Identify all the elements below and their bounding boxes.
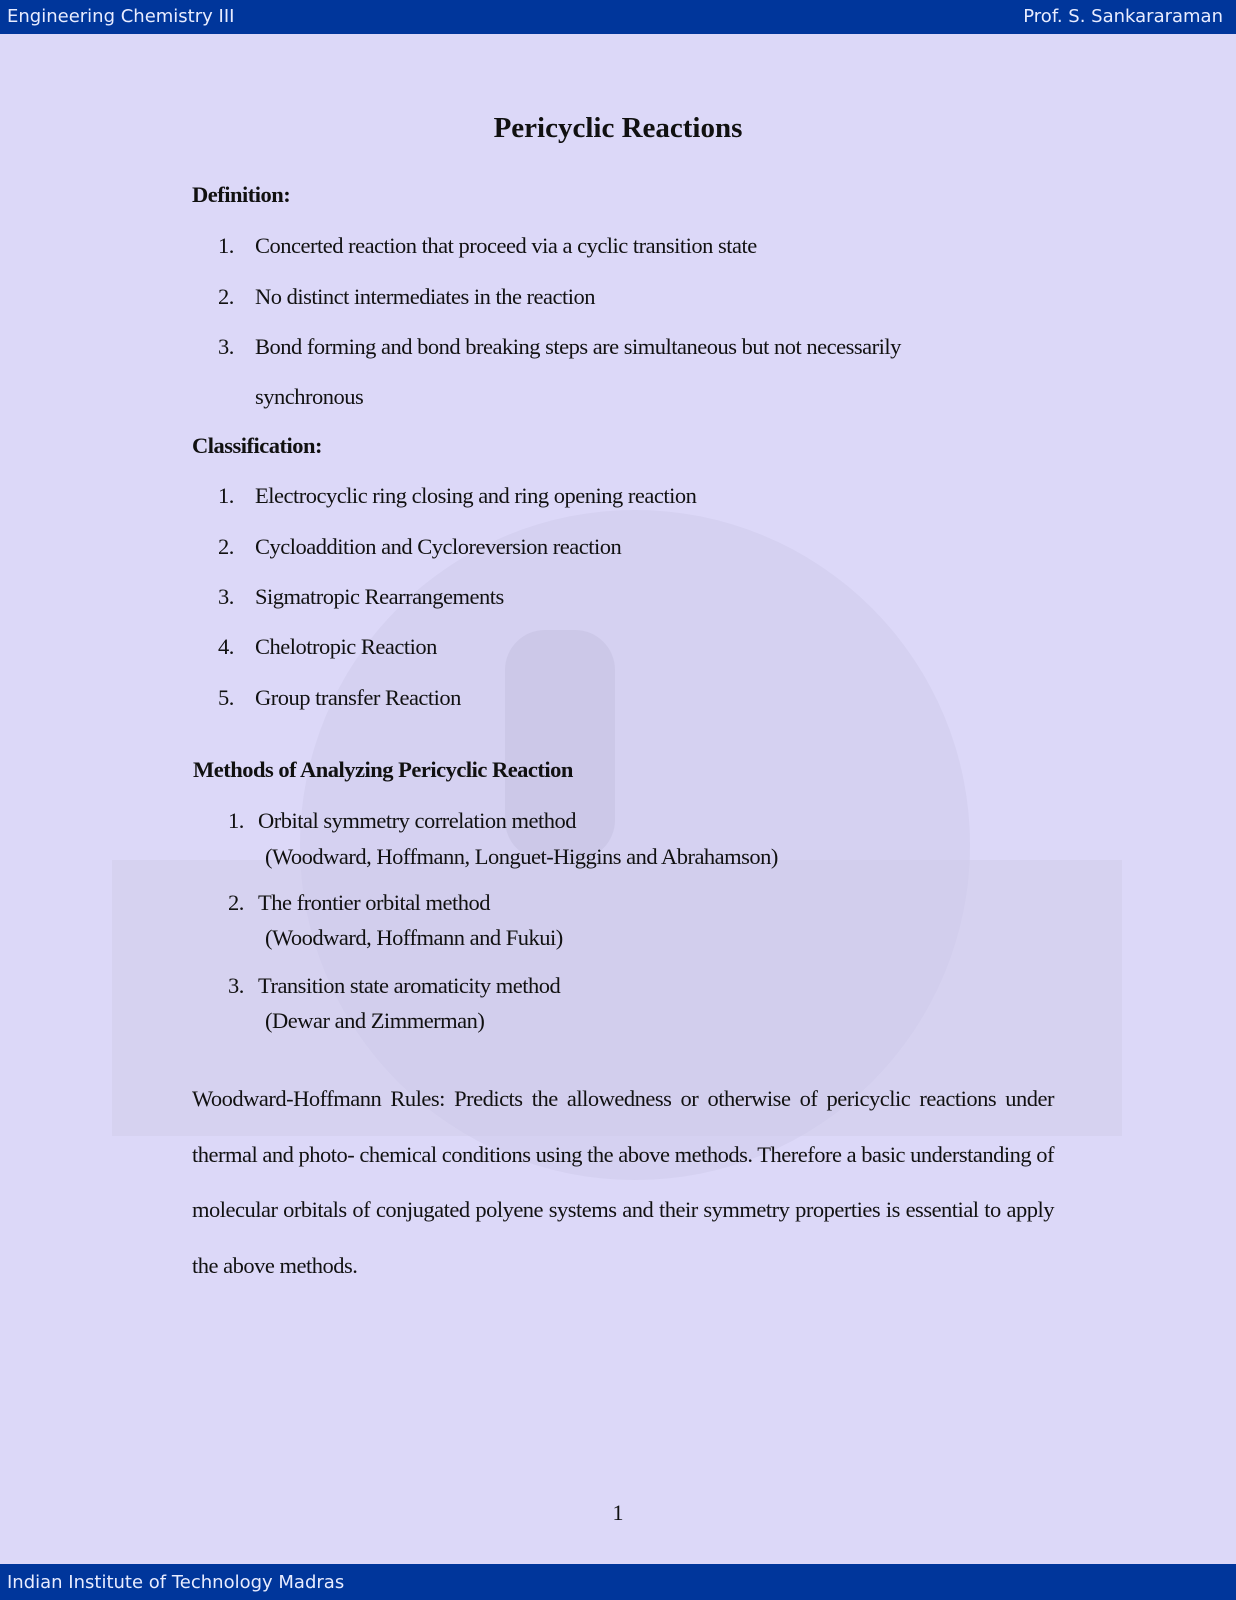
list-number: 2. bbox=[218, 284, 234, 309]
list-number: 3. bbox=[218, 334, 234, 359]
list-number: 3. bbox=[218, 584, 234, 609]
list-number: 4. bbox=[218, 634, 234, 659]
list-item: Sigmatropic Rearrangements bbox=[255, 584, 504, 609]
list-item-authors: (Woodward, Hoffmann and Fukui) bbox=[265, 925, 563, 950]
list-number: 1. bbox=[218, 483, 234, 508]
institute-name: Indian Institute of Technology Madras bbox=[7, 1572, 345, 1593]
list-item: Orbital symmetry correlation method bbox=[258, 808, 577, 833]
list-number: 3. bbox=[228, 973, 244, 998]
page-title: Pericyclic Reactions bbox=[493, 112, 743, 144]
methods-heading: Methods of Analyzing Pericyclic Reaction bbox=[193, 757, 573, 782]
woodward-hoffmann-paragraph: Woodward-Hoffmann Rules: Predicts the allowedness or otherwise of pericyclic reactions under thermal and photo- chemical conditions using the above methods. Therefore a basic understanding of molecular orbitals of conjugated polyene systems and their symmetry properties is essential to apply the above methods. bbox=[192, 1086, 1054, 1279]
list-item: Cycloaddition and Cycloreversion reaction bbox=[255, 534, 622, 559]
list-number: 2. bbox=[228, 890, 244, 915]
list-item-authors: (Woodward, Hoffmann, Longuet-Higgins and Abrahamson) bbox=[265, 844, 778, 869]
list-item: No distinct intermediates in the reaction bbox=[255, 284, 596, 309]
list-number: 1. bbox=[218, 233, 234, 258]
definition-heading: Definition: bbox=[192, 182, 291, 207]
classification-heading: Classification: bbox=[192, 433, 322, 458]
list-item: Transition state aromaticity method bbox=[258, 973, 561, 998]
list-item: The frontier orbital method bbox=[258, 890, 491, 915]
list-item-continuation: synchronous bbox=[255, 384, 364, 409]
list-item: Chelotropic Reaction bbox=[255, 634, 437, 659]
list-item: Bond forming and bond breaking steps are simultaneous but not necessarily bbox=[255, 334, 901, 359]
list-item: Concerted reaction that proceed via a cyclic transition state bbox=[255, 233, 757, 258]
header-bar bbox=[0, 0, 1236, 34]
author-name: Prof. S. Sankararaman bbox=[1023, 6, 1223, 27]
list-number: 2. bbox=[218, 534, 234, 559]
list-number: 1. bbox=[228, 808, 244, 833]
footer-bar bbox=[0, 1564, 1236, 1600]
list-number: 5. bbox=[218, 685, 234, 710]
list-item: Electrocyclic ring closing and ring opening reaction bbox=[255, 483, 697, 508]
page-number: 1 bbox=[612, 1500, 624, 1525]
list-item: Group transfer Reaction bbox=[255, 685, 461, 710]
list-item-authors: (Dewar and Zimmerman) bbox=[265, 1008, 485, 1033]
course-title: Engineering Chemistry III bbox=[7, 6, 235, 27]
